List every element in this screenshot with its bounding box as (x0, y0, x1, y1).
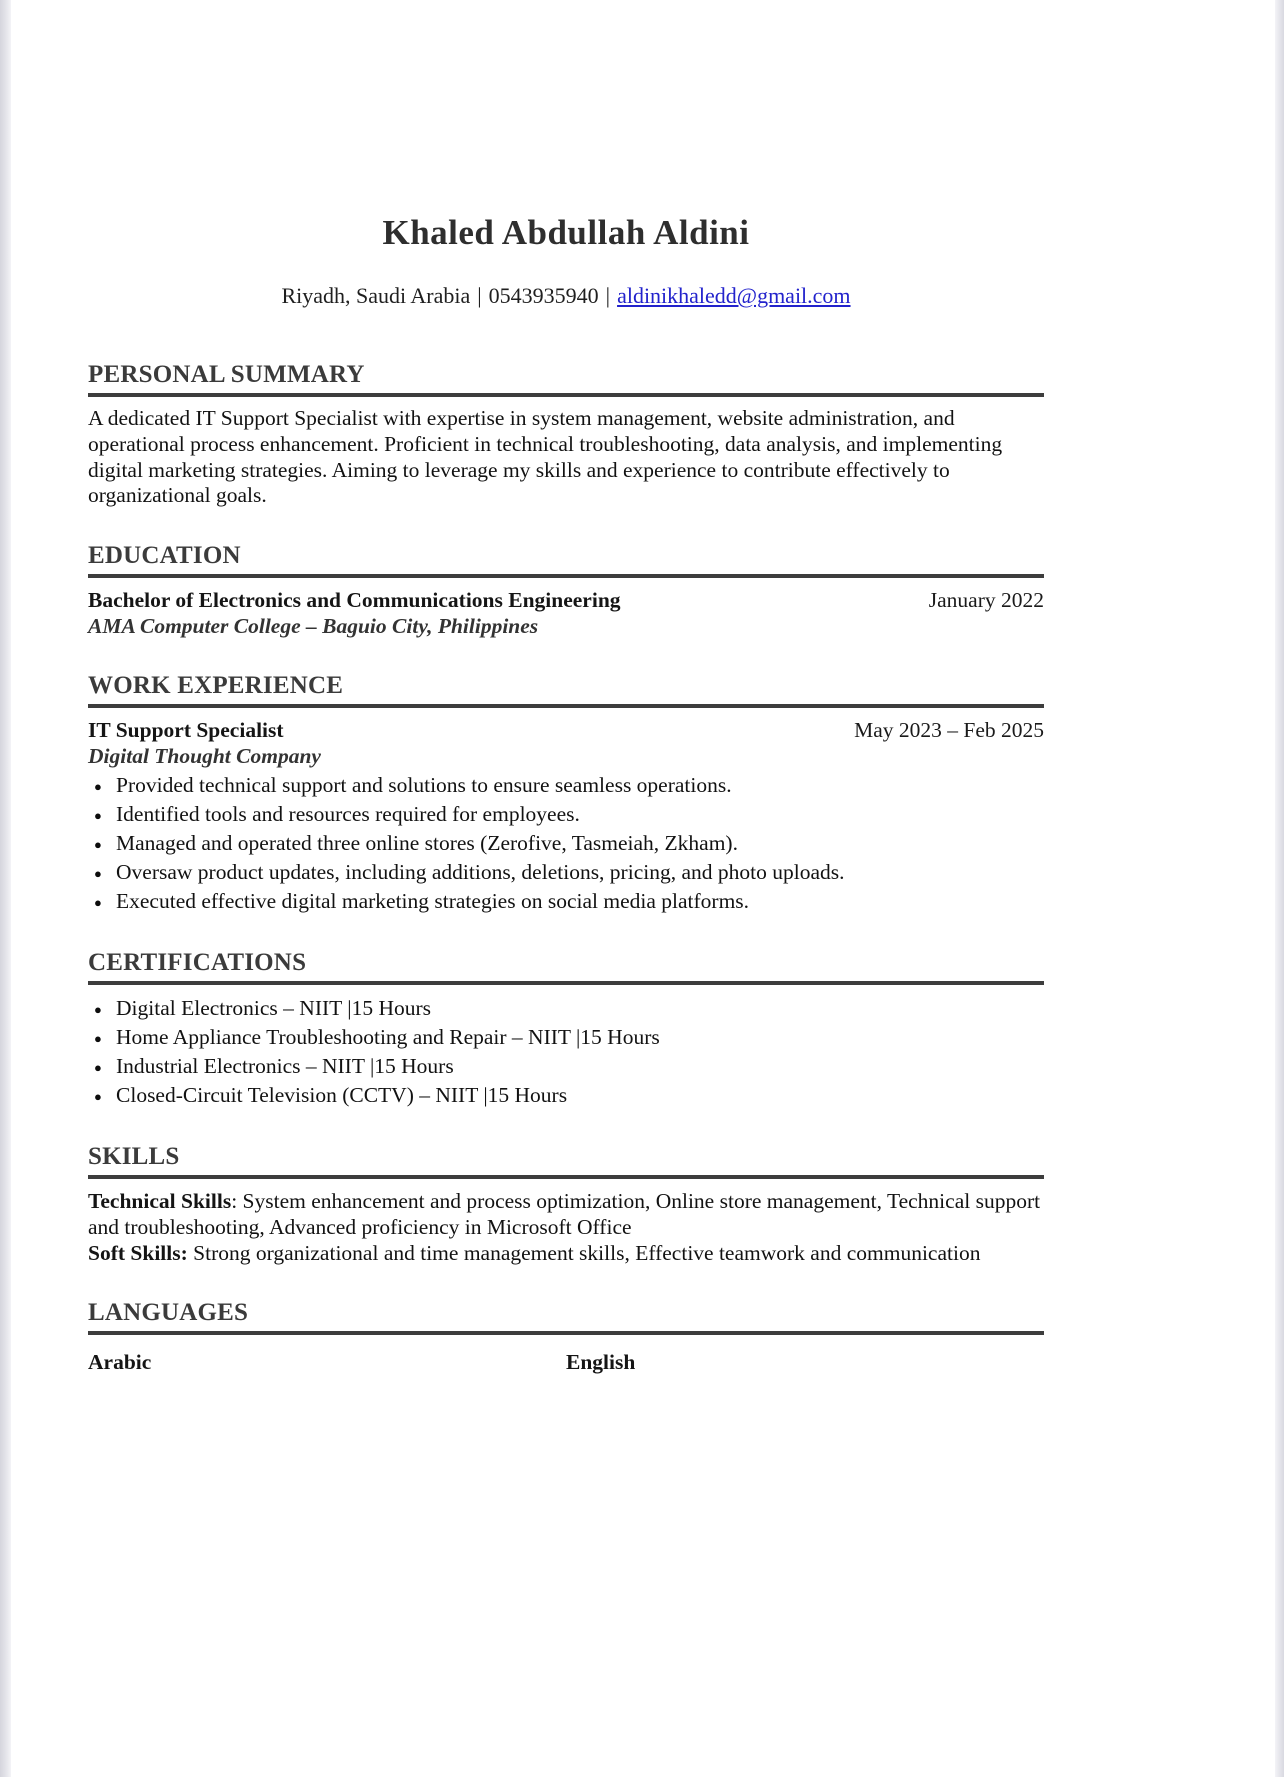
section-languages (88, 1299, 1044, 1375)
skills-heading: SKILLS (88, 1143, 180, 1171)
language-item: English (566, 1350, 636, 1375)
language-row (88, 1349, 1044, 1375)
contact-separator: | (605, 283, 611, 308)
section-rule (88, 1175, 1044, 1179)
technical-skills-line (88, 1188, 1044, 1240)
job-bullet: ● Oversaw product updates, including additions, deletions, pricing, and photo uploads. (88, 858, 1044, 887)
section-rule (88, 574, 1044, 578)
languages-heading: LANGUAGES (88, 1299, 249, 1327)
resume-name: Khaled Abdullah Aldini (382, 213, 750, 252)
contact-separator: | (477, 283, 482, 308)
technical-skills-text: : System enhancement and process optimization, Online store management, Technical support and troubleshooting, Advanced proficiency in Microsoft Office (88, 1189, 1041, 1240)
contact-line (88, 282, 1044, 309)
language-item: Arabic (88, 1350, 152, 1375)
certification-list (88, 994, 1044, 1110)
section-work-experience (88, 672, 1044, 916)
section-education (88, 542, 1044, 639)
page-left-edge (0, 0, 11, 1777)
education-date: January 2022 (928, 588, 1044, 613)
soft-skills-text: Strong organizational and time management skills, Effective teamwork and communication (187, 1241, 981, 1266)
section-rule (88, 704, 1044, 708)
resume-content (88, 0, 1044, 1375)
certification-item: ● Home Appliance Troubleshooting and Repair – NIIT |15 Hours (88, 1023, 1044, 1052)
job-bullet: ● Managed and operated three online stores (Zerofive, Tasmeiah, Zkham). (88, 829, 1044, 858)
certification-item: ● Digital Electronics – NIIT |15 Hours (88, 994, 1044, 1023)
section-rule (88, 1331, 1044, 1335)
job-bullet: ● Identified tools and resources required for employees. (88, 800, 1044, 829)
page-right-edge (1275, 0, 1284, 1777)
personal-summary-heading: PERSONAL SUMMARY (88, 361, 365, 388)
section-skills (88, 1143, 1044, 1266)
job-bullet-list (88, 771, 1044, 916)
job-entry-row (88, 717, 1044, 743)
section-rule (88, 393, 1044, 397)
job-title: IT Support Specialist (88, 718, 284, 743)
soft-skills-label: Soft Skills: (88, 1241, 188, 1266)
certifications-heading: CERTIFICATIONS (88, 949, 307, 977)
education-heading: EDUCATION (88, 542, 241, 570)
section-rule (88, 981, 1044, 985)
certification-item: ● Closed-Circuit Television (CCTV) – NIIT |15 Hours (88, 1081, 1044, 1110)
section-certifications (88, 949, 1044, 1110)
education-entry-row (88, 587, 1044, 613)
contact-phone: 0543935940 (488, 283, 599, 308)
email-link[interactable]: aldinikhaledd@gmail.com (617, 283, 851, 308)
job-date-range: May 2023 – Feb 2025 (854, 718, 1044, 743)
degree-name: Bachelor of Electronics and Communications Engineering (88, 588, 621, 613)
contact-location: Riyadh, Saudi Arabia (281, 283, 471, 308)
personal-summary-text: A dedicated IT Support Specialist with expertise in system management, website administration, and operational process enhancement. Proficient in technical troubleshooting, data analysis, and implementing digital marketing strategies. Aiming to leverage my skills and experience to contribute effectively to organizational goals. (88, 406, 1003, 508)
section-personal-summary (88, 361, 1044, 509)
work-experience-heading: WORK EXPERIENCE (88, 672, 344, 700)
company-name: Digital Thought Company (88, 744, 321, 769)
technical-skills-label: Technical Skills (88, 1189, 232, 1214)
soft-skills-line (88, 1240, 1044, 1266)
certification-item: ● Industrial Electronics – NIIT |15 Hours (88, 1052, 1044, 1081)
school-name: AMA Computer College – Baguio City, Philippines (88, 614, 539, 639)
job-bullet: ● Executed effective digital marketing strategies on social media platforms. (88, 887, 1044, 916)
job-bullet: ● Provided technical support and solutions to ensure seamless operations. (88, 771, 1044, 800)
